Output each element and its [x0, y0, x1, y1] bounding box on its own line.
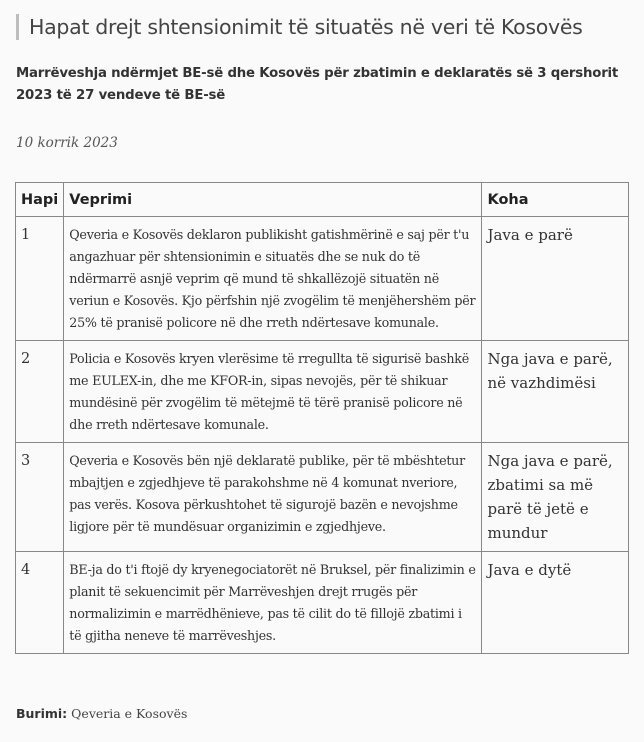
table-row — [16, 217, 629, 341]
source-line — [16, 706, 187, 721]
page-subtitle: Marrëveshja ndërmjet BE-së dhe Kosovës për zbatimin e deklaratës së 3 qershorit 2023 të 27 vendeve të BE-së — [16, 66, 619, 103]
step-time: Java e parë — [482, 217, 629, 341]
column-header-time: Koha — [482, 183, 629, 217]
step-number: 2 — [16, 341, 64, 443]
step-action: Qeveria e Kosovës bën një deklaratë publike, për të mbështetur mbajtjen e zgjedhjeve të parakohshme në 4 komunat nveriore, pas verës. Kosova përkushtohet të sigurojë bazën e nevojshme ligjore për të mundësuar organizimin e zgjedhjeve. — [64, 443, 482, 552]
title-block — [16, 14, 636, 40]
page-title: Hapat drejt shtensionimit të situatës në veri të Kosovës — [29, 15, 583, 39]
source-label: Burimi: — [16, 706, 68, 721]
table-row — [16, 443, 629, 552]
step-action: Policia e Kosovës kryen vlerësime të rregullta të sigurisë bashkë me EULEX-in, dhe me KFOR-in, sipas nevojës, për të shikuar mundësinë për zvogëlim të mëtejmë të tërë pranisë policore në dhe rreth ndërtesave komunale. — [64, 341, 482, 443]
step-time: Nga java e parë, në vazhdimësi — [482, 341, 629, 443]
publication-date: 10 korrik 2023 — [16, 135, 118, 151]
step-action: Qeveria e Kosovës deklaron publikisht gatishmërinë e saj për t'u angazhuar për shtensionimin e situatës dhe se nuk do të ndërmarrë asnjë veprim që mund të shkallëzojë situatën në veriun e Kosovës. Kjo përfshin një zvogëlim të menjëhershëm për 25% të pranisë policore në dhe rreth ndërtesave komunale. — [64, 217, 482, 341]
table-row — [16, 552, 629, 654]
step-time: Nga java e parë, zbatimi sa më parë të jetë e mundur — [482, 443, 629, 552]
steps-table — [15, 182, 629, 654]
source-value: Qeveria e Kosovës — [71, 706, 188, 721]
step-action: BE-ja do t'i ftojë dy kryenegociatorët në Bruksel, për finalizimin e planit të sekuencimit për Marrëveshjen drejt rrugës për normalizimin e marrëdhënieve, pas të cilit do të fillojë zbatimi i të gjitha neneve të marrëveshjes. — [64, 552, 482, 654]
step-number: 1 — [16, 217, 64, 341]
column-header-step: Hapi — [16, 183, 64, 217]
table-row — [16, 341, 629, 443]
step-number: 3 — [16, 443, 64, 552]
step-number: 4 — [16, 552, 64, 654]
step-time: Java e dytë — [482, 552, 629, 654]
title-accent-bar — [16, 14, 19, 40]
table-header-row — [16, 183, 629, 217]
column-header-action: Veprimi — [64, 183, 482, 217]
